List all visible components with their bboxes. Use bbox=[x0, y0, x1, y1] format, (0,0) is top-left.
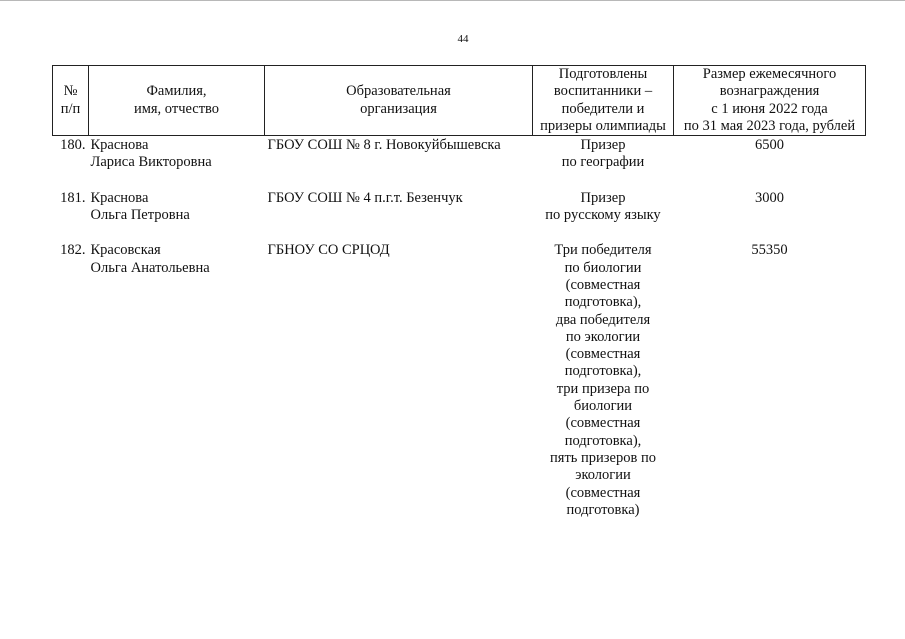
row-reward-amount: 3000 bbox=[755, 189, 784, 206]
row-prepared-students: Призер по географии bbox=[561, 137, 645, 171]
table-row bbox=[53, 190, 866, 243]
row-number: 180. bbox=[60, 137, 86, 154]
page-top-edge bbox=[0, 0, 905, 1]
header-monthly-reward: Размер ежемесячного вознаграждения с 1 июня 2022 года по 31 мая 2023 года, рублей bbox=[674, 66, 866, 136]
row-prepared-students: Три победителя по биологии (совместная подготовка), два победителя по экологии (совместная подготовка), три призера по биологии (совместная подготовка), пять призеров по экологии (совместная подготовка) bbox=[550, 242, 656, 518]
row-reward-amount: 6500 bbox=[755, 137, 784, 154]
row-organization: ГБНОУ СО СРЦОД bbox=[267, 242, 390, 259]
row-full-name: Краснова Лариса Викторовна bbox=[90, 137, 212, 171]
row-number: 182. bbox=[60, 242, 86, 259]
table-row bbox=[53, 136, 866, 190]
header-organization: Образовательная организация bbox=[265, 66, 533, 136]
table-row bbox=[53, 242, 866, 537]
row-prepared-students: Призер по русскому языку bbox=[545, 189, 661, 224]
row-full-name: Красовская Ольга Анатольевна bbox=[90, 242, 210, 276]
header-full-name: Фамилия, имя, отчество bbox=[89, 66, 265, 136]
header-prepared-students: Подготовлены воспитанники – победители и призеры олимпиады bbox=[533, 66, 674, 136]
row-reward-amount: 55350 bbox=[751, 242, 788, 259]
row-full-name: Краснова Ольга Петровна bbox=[90, 189, 190, 224]
table-header-row bbox=[53, 66, 866, 136]
header-number: № п/п bbox=[53, 66, 89, 136]
page-number: 44 bbox=[457, 33, 469, 45]
row-organization: ГБОУ СОШ № 8 г. Новокуйбышевска bbox=[267, 137, 501, 154]
row-organization: ГБОУ СОШ № 4 п.г.т. Безенчук bbox=[267, 189, 463, 206]
awards-table bbox=[52, 65, 866, 537]
row-number: 181. bbox=[60, 189, 86, 206]
